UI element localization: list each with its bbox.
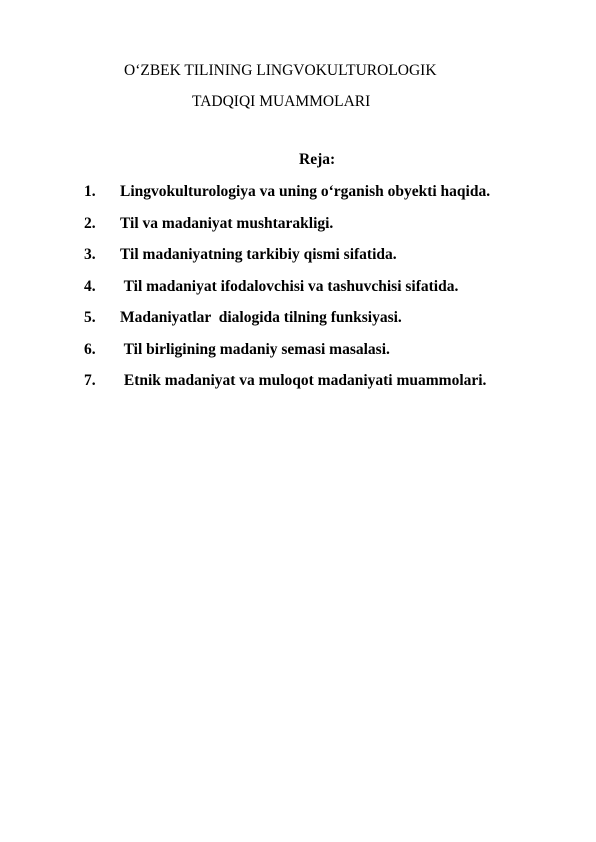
plan-item-number: 1. xyxy=(84,183,96,200)
plan-item-text: Til madaniyat ifodalovchisi va tashuvchisi sifatida. xyxy=(120,277,459,295)
plan-item-number: 3. xyxy=(84,246,96,263)
plan-item-text: Til va madaniyat mushtarakligi. xyxy=(120,214,334,232)
plan-item-number: 5. xyxy=(84,309,96,326)
plan-item-text: Etnik madaniyat va muloqot madaniyati muammolari. xyxy=(120,372,487,389)
plan-item-text: Lingvokulturologiya va uning o‘rganish obyekti haqida. xyxy=(120,183,491,200)
document-title-line-1: O‘ZBEK TILINING LINGVOKULTUROLOGIK xyxy=(124,62,437,79)
plan-item-text: Til birligining madaniy semasi masalasi. xyxy=(120,340,390,358)
plan-item-number: 6. xyxy=(84,340,96,358)
plan-item-number: 2. xyxy=(84,214,96,232)
document-title-line-2: TADQIQI MUAMMOLARI xyxy=(192,93,371,110)
plan-item-number: 4. xyxy=(84,277,96,295)
plan-heading: Reja: xyxy=(299,151,336,168)
plan-item-text: Madaniyatlar dialogida tilning funksiyasi. xyxy=(120,309,402,326)
plan-item-text: Til madaniyatning tarkibiy qismi sifatida. xyxy=(120,246,397,263)
plan-item-number: 7. xyxy=(84,372,96,389)
